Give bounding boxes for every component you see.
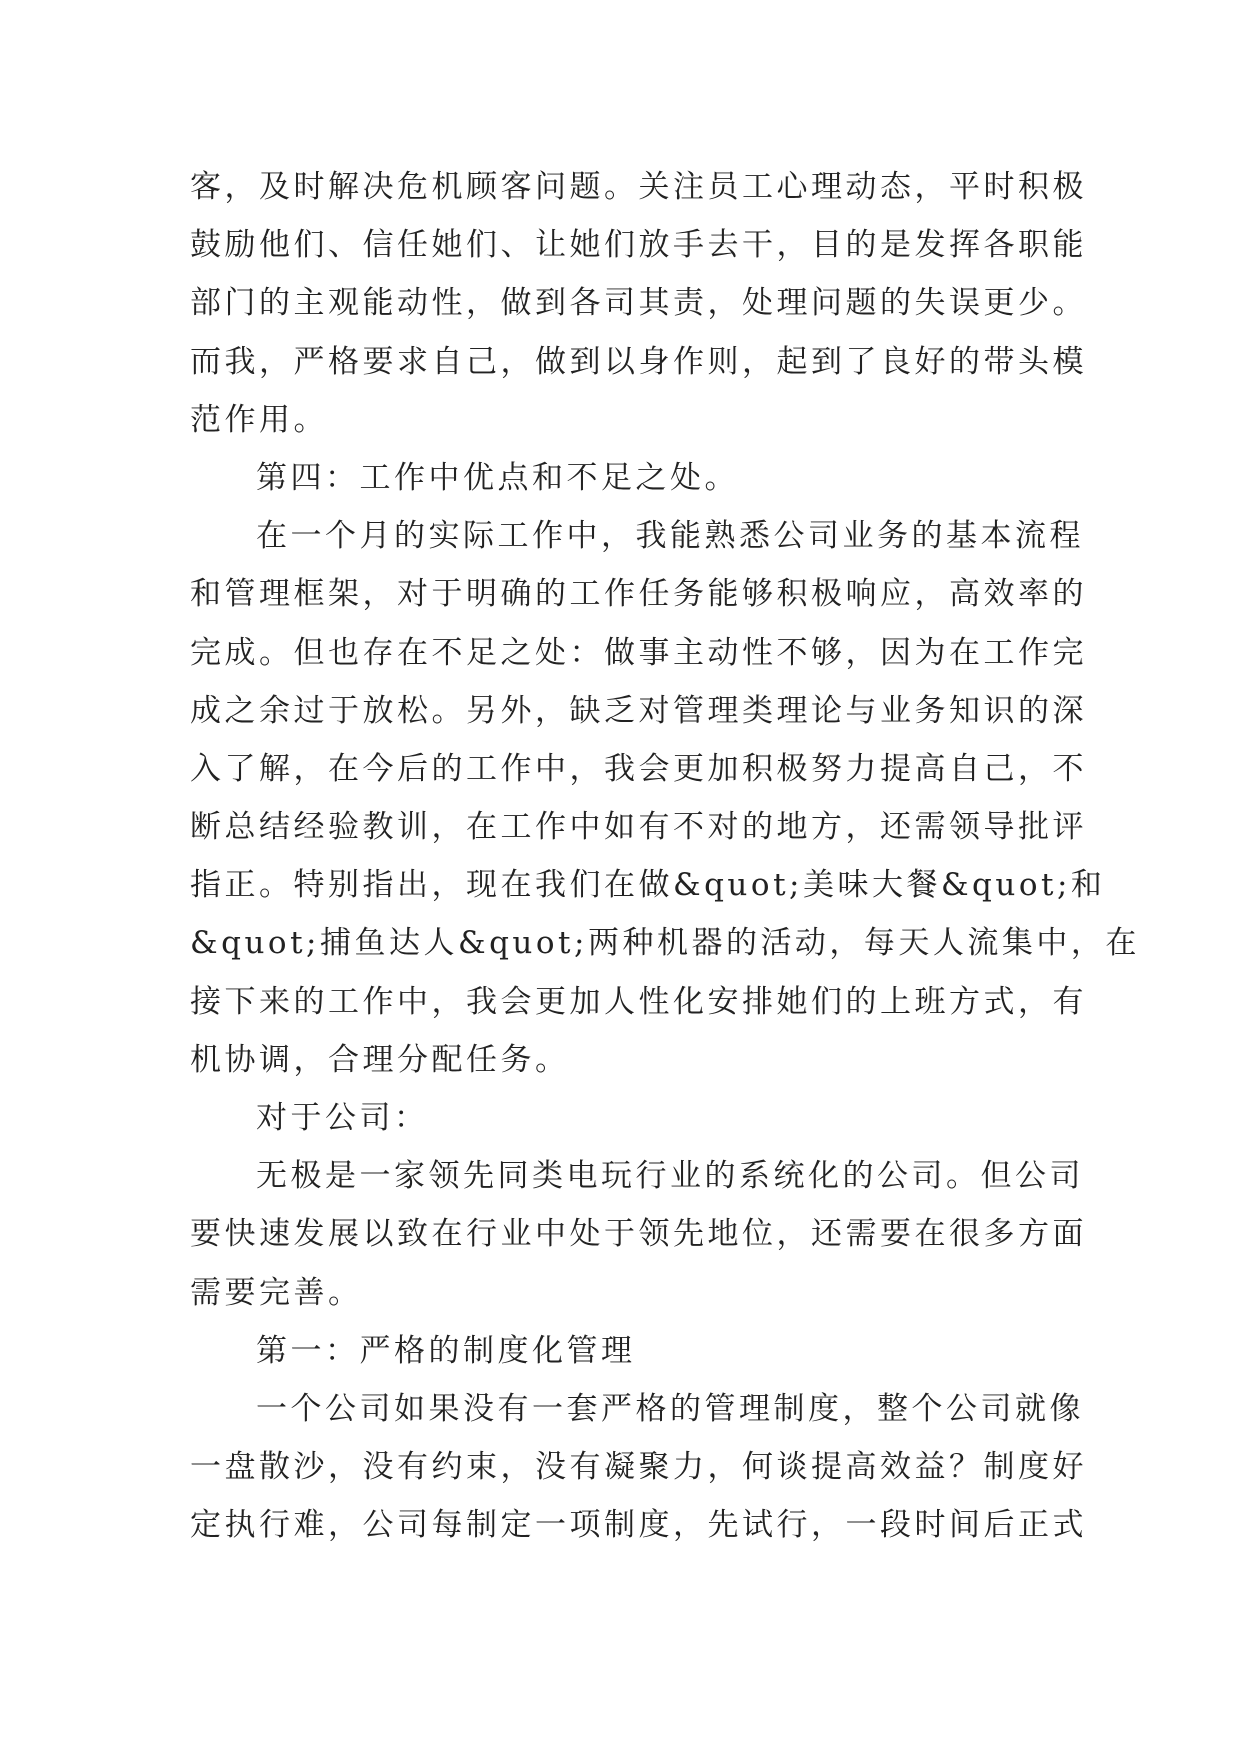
text-line: 需要完善。 <box>190 1274 363 1311</box>
text-line: 鼓励他们、信任她们、让她们放手去干，目的是发挥各职能 <box>190 227 1087 264</box>
text-line: 成之余过于放松。另外，缺乏对管理类理论与业务知识的深 <box>190 692 1087 729</box>
text-line: 接下来的工作中，我会更加人性化安排她们的上班方式，有 <box>190 983 1087 1020</box>
text-line: 断总结经验教训，在工作中如有不对的地方，还需领导批评 <box>190 809 1087 846</box>
text-line: 机协调，合理分配任务。 <box>190 1041 570 1078</box>
text-line: 要快速发展以致在行业中处于领先地位，还需要在很多方面 <box>190 1216 1087 1253</box>
text-line: 一个公司如果没有一套严格的管理制度，整个公司就像 <box>256 1390 1084 1427</box>
text-line: &quot;捕鱼达人&quot;两种机器的活动，每天人流集中，在 <box>190 925 1140 962</box>
text-line: 入了解，在今后的工作中，我会更加积极努力提高自己，不 <box>190 750 1087 787</box>
text-line: 第一：严格的制度化管理 <box>256 1332 636 1369</box>
text-line: 对于公司： <box>256 1100 429 1136</box>
text-line: 指正。特别指出，现在我们在做&quot;美味大餐&quot;和 <box>190 867 1106 904</box>
document-body <box>190 158 1140 1555</box>
text-line: 第四：工作中优点和不足之处。 <box>256 459 739 496</box>
text-line: 定执行难，公司每制定一项制度，先试行，一段时间后正式 <box>190 1507 1087 1544</box>
text-line: 一盘散沙，没有约束，没有凝聚力，何谈提高效益？制度好 <box>190 1449 1087 1486</box>
text-line: 而我，严格要求自己，做到以身作则，起到了良好的带头模 <box>190 343 1087 380</box>
text-line: 部门的主观能动性，做到各司其责，处理问题的失误更少。 <box>190 285 1087 322</box>
text-line: 完成。但也存在不足之处：做事主动性不够，因为在工作完 <box>190 634 1087 671</box>
text-line: 范作用。 <box>190 401 328 438</box>
text-line: 客，及时解决危机顾客问题。关注员工心理动态，平时积极 <box>190 169 1087 205</box>
text-line: 和管理框架，对于明确的工作任务能够积极响应，高效率的 <box>190 576 1087 613</box>
text-line: 无极是一家领先同类电玩行业的系统化的公司。但公司 <box>256 1158 1084 1195</box>
text-line: 在一个月的实际工作中，我能熟悉公司业务的基本流程 <box>256 518 1084 555</box>
